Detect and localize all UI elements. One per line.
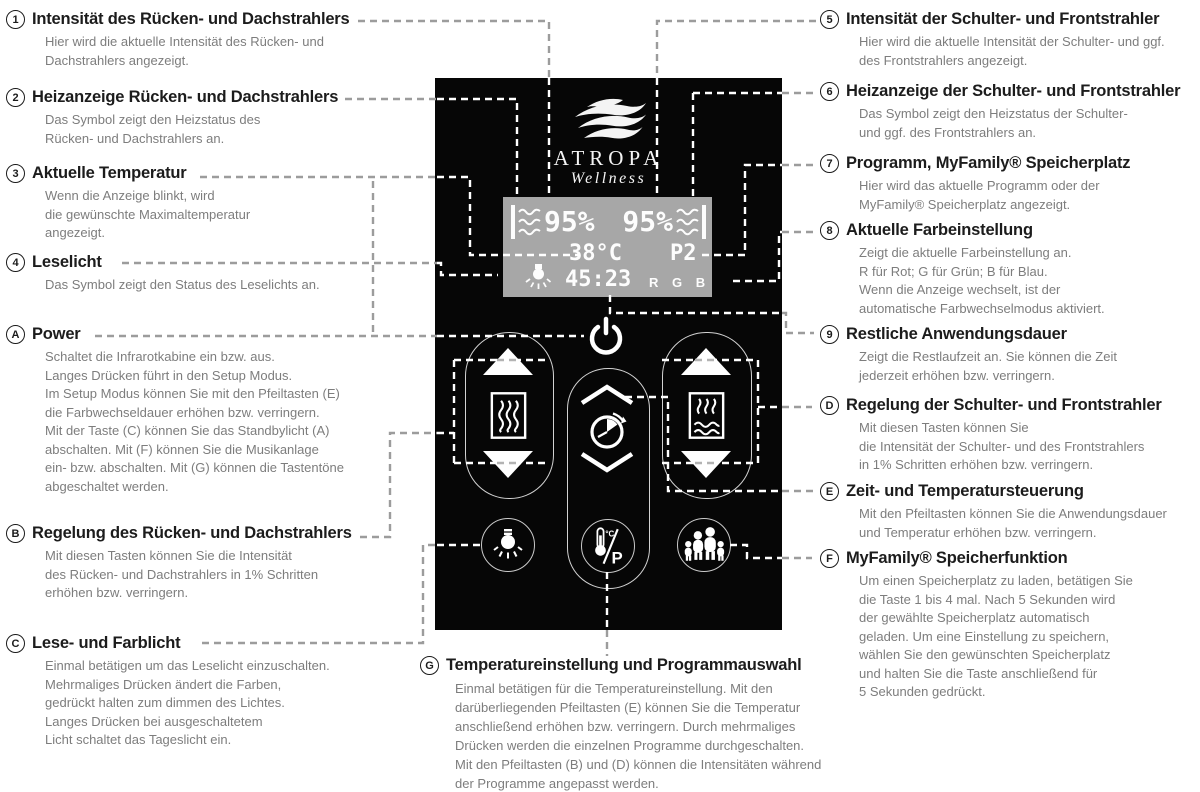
svg-text:P: P xyxy=(611,548,623,568)
callout-section-8 xyxy=(820,221,1105,318)
svg-text:°C: °C xyxy=(605,529,615,539)
reading-lamp-icon xyxy=(525,263,551,291)
section-description xyxy=(859,505,1167,542)
lcd-temperature: 38°C xyxy=(569,241,622,266)
timer-clock-icon xyxy=(585,409,629,453)
lcd-bar-icon xyxy=(702,205,706,239)
section-heading xyxy=(6,164,250,183)
description-line: geladen. Um eine Einstellung zu speichern, xyxy=(859,628,1110,644)
badge-6: 6 xyxy=(820,82,839,101)
description-line: Hier wird das aktuelle Programm oder der xyxy=(859,178,1100,193)
thermometer-program-icon xyxy=(585,523,631,569)
section-description xyxy=(45,33,350,70)
description-line: die Intensität der Schulter- und des Frontstrahlers xyxy=(859,438,1145,454)
description-line: Langes Drücken führt in den Setup Modus. xyxy=(45,367,293,383)
description-line: Das Symbol zeigt den Heizstatus des xyxy=(45,112,261,127)
description-line: der Programme angepasst werden. xyxy=(455,776,659,791)
description-line: Hier wird die aktuelle Intensität der Schulter- und ggf. xyxy=(859,34,1165,49)
light-bulb-icon xyxy=(493,528,523,562)
badge-8: 8 xyxy=(820,221,839,240)
power-button[interactable] xyxy=(584,316,628,360)
description-line: des Rücken- und Dachstrahlers in 1% Schritten xyxy=(45,566,319,582)
section-heading xyxy=(820,482,1167,501)
section-title: Intensität des Rücken- und Dachstrahlers xyxy=(32,10,350,28)
myfamily-button[interactable] xyxy=(677,518,731,572)
section-title: Heizanzeige Rücken- und Dachstrahlers xyxy=(32,88,339,106)
description-line: gedrückt halten zum dimmen des Lichtes. xyxy=(45,695,285,710)
description-line: Das Symbol zeigt den Heizstatus der Schulter- xyxy=(859,106,1128,121)
description-line: anschließend erhöhen bzw. verringern. Durch mehrmaliges xyxy=(455,719,796,734)
description-line: Dachstrahlers angezeigt. xyxy=(45,52,189,68)
description-line: in 1% Schritten erhöhen bzw. verringern. xyxy=(859,457,1094,472)
section-description xyxy=(859,419,1162,475)
control-panel xyxy=(435,78,782,630)
lcd-display xyxy=(503,197,712,297)
heat-waves-icon xyxy=(518,206,541,238)
description-line: jederzeit erhöhen bzw. verringern. xyxy=(859,367,1055,383)
badge-e: E xyxy=(820,482,839,501)
section-heading xyxy=(820,221,1105,240)
section-heading xyxy=(420,656,821,675)
description-line: Mit diesen Tasten können Sie xyxy=(859,420,1029,435)
section-description xyxy=(859,244,1105,318)
shoulder-front-up-button[interactable] xyxy=(681,348,731,375)
description-line: Rücken- und Dachstrahlers an. xyxy=(45,130,225,146)
description-line: Drücken werden die einzelnen Programme durchgeschalten. xyxy=(455,738,805,753)
callout-section-7 xyxy=(820,154,1130,214)
shoulder-front-down-button[interactable] xyxy=(681,451,731,478)
section-description xyxy=(859,33,1165,70)
lcd-shoulder-front-readout xyxy=(622,205,706,239)
section-description xyxy=(859,572,1133,702)
description-line: die gewünschte Maximaltemperatur xyxy=(45,206,251,222)
section-heading xyxy=(6,88,338,107)
description-line: abschalten. Mit (F) können Sie die Musikanlage xyxy=(45,441,319,457)
section-description xyxy=(45,348,344,496)
description-line: die Taste 1 bis 4 mal. Nach 5 Sekunden wird xyxy=(859,591,1116,607)
temp-program-button[interactable] xyxy=(581,519,635,573)
description-line: Zeigt die aktuelle Farbeinstellung an. xyxy=(859,245,1072,260)
description-line: und halten Sie die Taste anschließend für xyxy=(859,665,1098,681)
description-line: automatische Farbwechselmodus aktiviert. xyxy=(859,300,1105,316)
chevron-down-button[interactable] xyxy=(579,451,635,473)
description-line: wählen Sie den gewünschten Speicherplatz xyxy=(859,647,1111,662)
badge-b: B xyxy=(6,524,25,543)
description-line: Hier wird die aktuelle Intensität des Rücken- und xyxy=(45,34,324,49)
description-line: die Farbwechseldauer erhöhen bzw. verringern. xyxy=(45,404,320,420)
section-title: MyFamily® Speicherfunktion xyxy=(846,549,1068,567)
callout-section-e xyxy=(820,482,1167,542)
badge-5: 5 xyxy=(820,10,839,29)
description-line: angezeigt. xyxy=(45,225,105,240)
section-title: Power xyxy=(32,325,81,343)
back-roof-heater-icon xyxy=(490,391,527,440)
badge-g: G xyxy=(420,656,439,675)
section-title: Regelung der Schulter- und Frontstrahler xyxy=(846,396,1162,414)
back-roof-up-button[interactable] xyxy=(483,348,533,375)
callout-section-b xyxy=(6,524,352,603)
section-heading xyxy=(6,325,344,344)
callout-section-3 xyxy=(6,164,250,243)
section-title: Programm, MyFamily® Speicherplatz xyxy=(846,154,1131,172)
section-description xyxy=(45,276,320,295)
badge-4: 4 xyxy=(6,253,25,272)
chevron-up-button[interactable] xyxy=(579,384,635,406)
atropa-waves-icon xyxy=(565,98,651,144)
description-line: Wenn die Anzeige blinkt, wird xyxy=(45,188,215,203)
section-description xyxy=(859,177,1130,214)
brand-tagline: Wellness xyxy=(570,170,647,187)
section-description xyxy=(45,547,352,603)
section-heading xyxy=(820,82,1180,101)
callout-section-2 xyxy=(6,88,338,148)
section-heading xyxy=(820,10,1165,29)
description-line: MyFamily® Speicherplatz angezeigt. xyxy=(859,196,1071,212)
callout-section-f xyxy=(820,549,1133,702)
description-line: und Temperatur erhöhen bzw. verringern. xyxy=(859,524,1097,540)
callout-section-c xyxy=(6,634,330,750)
description-line: Einmal betätigen um das Leselicht einzuschalten. xyxy=(45,658,330,673)
section-description xyxy=(45,111,338,148)
section-title: Regelung des Rücken- und Dachstrahlers xyxy=(32,524,352,542)
lcd-right-intensity: 95% xyxy=(622,205,673,238)
description-line: darüberliegenden Pfeiltasten (E) können Sie die Temperatur xyxy=(455,700,801,715)
section-heading xyxy=(6,524,352,543)
section-title: Leselicht xyxy=(32,253,102,271)
badge-a: A xyxy=(6,325,25,344)
section-title: Heizanzeige der Schulter- und Frontstrahler xyxy=(846,82,1181,100)
lcd-left-intensity: 95% xyxy=(544,205,595,238)
section-title: Intensität der Schulter- und Frontstrahler xyxy=(846,10,1160,28)
badge-3: 3 xyxy=(6,164,25,183)
section-heading xyxy=(820,396,1162,415)
badge-1: 1 xyxy=(6,10,25,29)
section-heading xyxy=(820,325,1117,344)
section-description xyxy=(455,679,821,792)
callout-section-5 xyxy=(820,10,1165,70)
back-roof-down-button[interactable] xyxy=(483,451,533,478)
description-line: ein- bzw. abschalten. Mit (G) können die Tastentöne xyxy=(45,460,344,475)
description-line: Um einen Speicherplatz zu laden, betätigen Sie xyxy=(859,573,1133,588)
badge-d: D xyxy=(820,396,839,415)
section-description xyxy=(859,105,1180,142)
lcd-color-channels: R G B xyxy=(649,275,711,290)
lcd-back-roof-readout xyxy=(511,205,595,239)
badge-7: 7 xyxy=(820,154,839,173)
section-title: Lese- und Farblicht xyxy=(32,634,181,652)
description-line: 5 Sekunden gedrückt. xyxy=(859,684,986,699)
shoulder-front-heater-icon xyxy=(688,391,725,440)
badge-9: 9 xyxy=(820,325,839,344)
badge-2: 2 xyxy=(6,88,25,107)
description-line: Langes Drücken bei ausgeschaltetem xyxy=(45,713,263,729)
description-line: Das Symbol zeigt den Status des Leselichts an. xyxy=(45,277,320,292)
lcd-bar-icon xyxy=(511,205,515,239)
callout-section-d xyxy=(820,396,1162,475)
family-icon xyxy=(681,524,727,566)
badge-c: C xyxy=(6,634,25,653)
callout-section-6 xyxy=(820,82,1180,142)
description-line: Zeigt die Restlaufzeit an. Sie können die Zeit xyxy=(859,349,1117,364)
description-line: Mit den Pfeiltasten können Sie die Anwendungsdauer xyxy=(859,506,1167,521)
callout-section-4 xyxy=(6,253,320,295)
description-line: Wenn die Anzeige wechselt, ist der xyxy=(859,282,1061,297)
callout-section-a xyxy=(6,325,344,496)
section-title: Restliche Anwendungsdauer xyxy=(846,325,1067,343)
section-heading xyxy=(820,549,1133,568)
description-line: abgeschaltet werden. xyxy=(45,478,169,494)
section-title: Aktuelle Farbeinstellung xyxy=(846,221,1033,239)
description-line: erhöhen bzw. verringern. xyxy=(45,585,189,600)
callout-section-g xyxy=(420,656,821,792)
section-heading xyxy=(820,154,1130,173)
section-title: Zeit- und Temperatursteuerung xyxy=(846,482,1084,500)
description-line: Im Setup Modus können Sie mit den Pfeiltasten (E) xyxy=(45,386,340,401)
badge-f: F xyxy=(820,549,839,568)
heat-waves-icon xyxy=(676,206,699,238)
reading-light-button[interactable] xyxy=(481,518,535,572)
section-title: Temperatureinstellung und Programmauswahl xyxy=(446,656,802,674)
callout-section-9 xyxy=(820,325,1117,385)
brand-name: ATROPA xyxy=(553,146,664,170)
description-line: R für Rot; G für Grün; B für Blau. xyxy=(859,263,1048,279)
description-line: der gewählte Speicherplatz automatisch xyxy=(859,610,1090,625)
description-line: des Frontstrahlers angezeigt. xyxy=(859,52,1028,68)
description-line: Mit der Taste (C) können Sie das Standbylicht (A) xyxy=(45,423,330,438)
description-line: und ggf. des Frontstrahlers an. xyxy=(859,124,1037,140)
description-line: Mehrmaliges Drücken ändert die Farben, xyxy=(45,676,282,692)
lcd-remaining-time: 45:23 xyxy=(565,267,632,292)
section-title: Aktuelle Temperatur xyxy=(32,164,187,182)
lcd-program: P2 xyxy=(670,241,697,266)
description-line: Mit den Pfeiltasten (B) und (D) können die Intensitäten während xyxy=(455,757,822,772)
callout-section-1 xyxy=(6,10,350,70)
section-description xyxy=(859,348,1117,385)
description-line: Mit diesen Tasten können Sie die Intensität xyxy=(45,548,292,563)
section-description xyxy=(45,187,250,243)
section-heading xyxy=(6,253,320,272)
section-description xyxy=(45,657,330,750)
section-heading xyxy=(6,634,330,653)
description-line: Schaltet die Infrarotkabine ein bzw. aus. xyxy=(45,349,275,364)
section-heading xyxy=(6,10,350,29)
description-line: Einmal betätigen für die Temperatureinstellung. Mit den xyxy=(455,681,773,696)
description-line: Licht schaltet das Tageslicht ein. xyxy=(45,732,232,747)
